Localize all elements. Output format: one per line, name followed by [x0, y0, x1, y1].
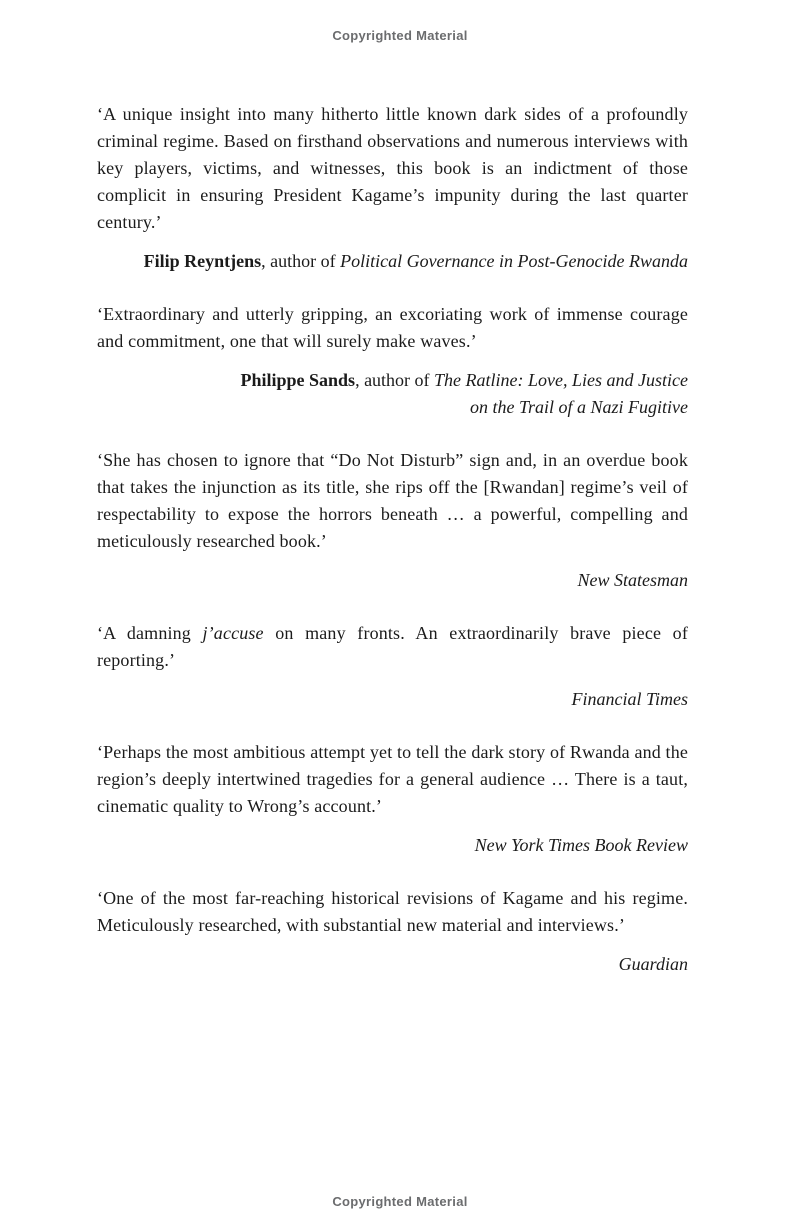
attribution-work-title: The Ratline: Love, Lies and Justice on the Trail of a Nazi Fugitive [434, 370, 688, 417]
review-quote [97, 620, 688, 674]
review-block-guardian [97, 885, 688, 978]
review-attribution [97, 248, 688, 275]
reviewer-name: Filip Reyntjens [143, 251, 262, 271]
review-attribution [97, 686, 688, 713]
copyright-notice-bottom: Copyrighted Material [332, 1194, 468, 1209]
quote-text: ‘A damning [97, 623, 203, 643]
review-quote: ‘One of the most far-reaching historical revisions of Kagame and his regime. Meticulously researched, with substantial new material and interviews.’ [97, 888, 688, 935]
attribution-connector: , author of [355, 370, 435, 390]
praise-content [97, 101, 688, 978]
review-block-financial-times [97, 620, 688, 713]
attribution-source: New Statesman [577, 570, 688, 590]
quote-text: on many fronts. An extraordinarily brave piece of reporting.’ [97, 623, 688, 670]
copyright-notice-top: Copyrighted Material [332, 28, 468, 43]
attribution-source: New York Times Book Review [474, 835, 688, 855]
review-block-sands [97, 301, 688, 421]
reviewer-name: Philippe Sands [240, 370, 356, 390]
quote-italic-term: j’accuse [202, 623, 264, 643]
review-block-reyntjens [97, 101, 688, 275]
attribution-source: Guardian [618, 954, 688, 974]
review-attribution [97, 951, 688, 978]
attribution-connector: , author of [261, 251, 341, 271]
review-quote: ‘Extraordinary and utterly gripping, an excoriating work of immense courage and commitment, one that will surely make waves.’ [97, 304, 688, 351]
review-attribution [97, 567, 688, 594]
review-attribution [238, 367, 688, 421]
review-quote: ‘She has chosen to ignore that “Do Not Disturb” sign and, in an overdue book that takes the injunction as its title, she rips off the [Rwandan] regime’s veil of respectability to expose the horrors beneath … a powerful, compelling and meticulously researched book.’ [97, 450, 688, 551]
review-quote: ‘Perhaps the most ambitious attempt yet to tell the dark story of Rwanda and the region’s deeply intertwined tragedies for a general audience … There is a taut, cinematic quality to Wrong’s account.’ [97, 742, 688, 816]
review-block-nyt [97, 739, 688, 859]
review-attribution [97, 832, 688, 859]
review-block-new-statesman [97, 447, 688, 594]
attribution-source: Financial Times [571, 689, 688, 709]
review-quote: ‘A unique insight into many hitherto little known dark sides of a profoundly criminal regime. Based on firsthand observations and numerous interviews with key players, victims, and witnesses, this book is an indictment of those complicit in ensuring President Kagame’s impunity during the last quarter century.’ [97, 104, 688, 232]
attribution-work-title: Political Governance in Post-Genocide Rwanda [340, 251, 688, 271]
